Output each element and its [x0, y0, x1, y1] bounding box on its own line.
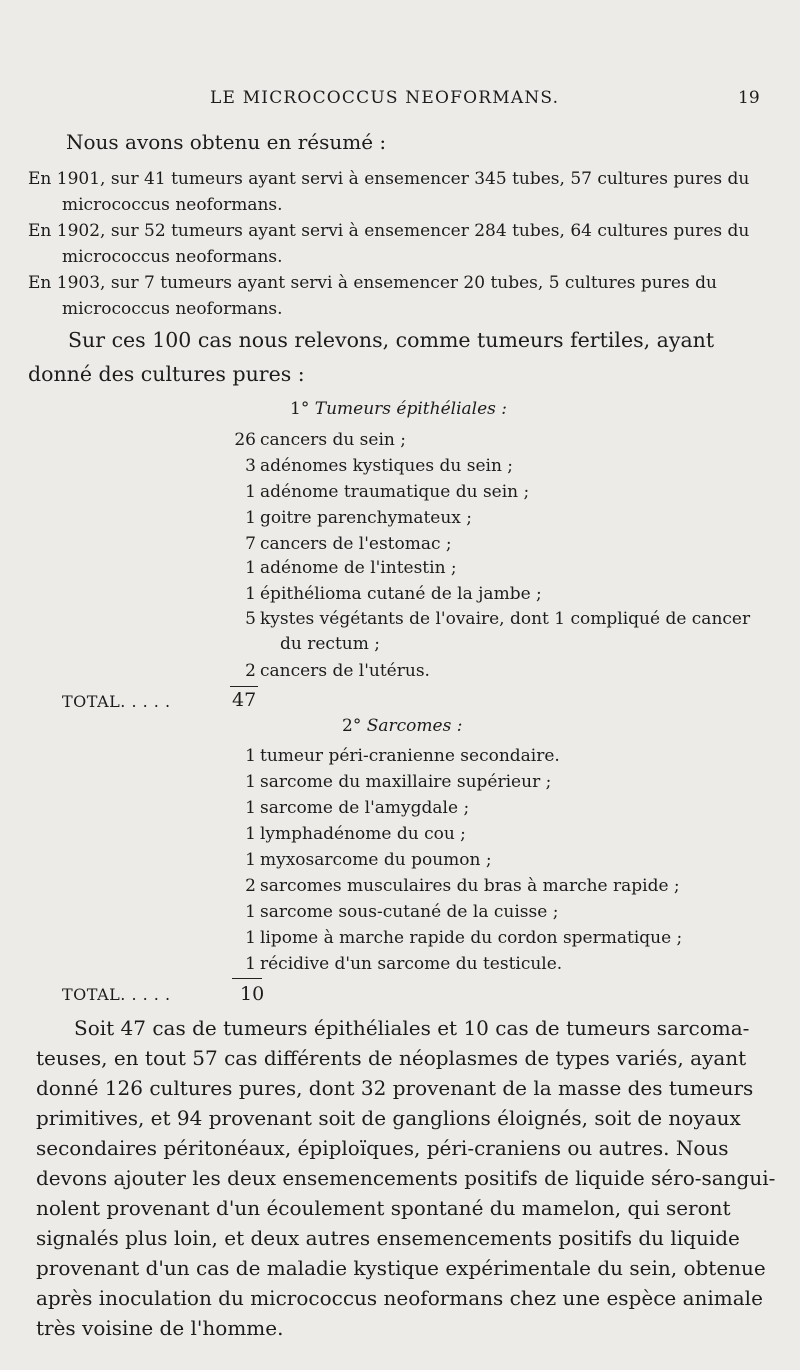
list-item: 1 adénome traumatique du sein ; — [245, 482, 530, 502]
paragraph-line: primitives, et 94 provenant soit de ganglions éloignés, soit de noyaux — [36, 1106, 741, 1130]
list-item: 1 tumeur péri-cranienne secondaire. — [245, 746, 560, 766]
result-1902-line2: micrococcus neoformans. — [62, 247, 283, 267]
list-item: 1 récidive d'un sarcome du testicule. — [245, 954, 563, 974]
paragraph-line: teuses, en tout 57 cas différents de néoplasmes de types variés, ayant — [36, 1046, 747, 1070]
result-1901-line1: En 1901, sur 41 tumeurs ayant servi à ensemencer 345 tubes, 57 cultures pures du — [28, 169, 750, 189]
total-rule — [232, 978, 262, 979]
list-item: 1 épithélioma cutané de la jambe ; — [245, 584, 542, 604]
list-item: 1 sarcome du maxillaire supérieur ; — [245, 772, 552, 792]
paragraph-line: secondaires péritonéaux, épiploïques, péri-craniens ou autres. Nous — [36, 1136, 729, 1160]
list-item: 3 adénomes kystiques du sein ; — [245, 456, 514, 476]
section-title-epithelial — [290, 399, 507, 419]
list-item: 1 lipome à marche rapide du cordon spermatique ; — [245, 928, 683, 948]
summary-paragraph-line1: Sur ces 100 cas nous relevons, comme tumeurs fertiles, ayant — [68, 328, 715, 352]
total-rule — [230, 686, 258, 687]
list-item: 7 cancers de l'estomac ; — [245, 534, 452, 554]
list-item: 1 goitre parenchymateux ; — [245, 508, 473, 528]
total-value: 47 — [232, 689, 257, 711]
paragraph-line: signalés plus loin, et deux autres ensemencements positifs du liquide — [36, 1226, 740, 1250]
result-1903-line2: micrococcus neoformans. — [62, 299, 283, 319]
running-header: LE MICROCOCCUS NEOFORMANS. — [210, 88, 560, 108]
total-label: TOTAL. . . . . — [62, 692, 171, 711]
result-1903-line1: En 1903, sur 7 tumeurs ayant servi à ensemencer 20 tubes, 5 cultures pures du — [28, 273, 717, 293]
page-number: 19 — [738, 88, 760, 108]
total-value: 10 — [240, 983, 265, 1005]
list-item: 5 kystes végétants de l'ovaire, dont 1 compliqué de cancer — [245, 609, 751, 629]
total-label: TOTAL. . . . . — [62, 985, 171, 1004]
section-label: Sarcomes : — [366, 716, 463, 736]
list-item: 1 myxosarcome du poumon ; — [245, 850, 492, 870]
list-item: 1 sarcome sous-cutané de la cuisse ; — [245, 902, 559, 922]
section-number: 2° — [342, 716, 362, 736]
paragraph-line: donné 126 cultures pures, dont 32 provenant de la masse des tumeurs — [36, 1076, 754, 1100]
paragraph-line: nolent provenant d'un écoulement spontané du mamelon, qui seront — [36, 1196, 731, 1220]
paragraph-line: très voisine de l'homme. — [36, 1316, 284, 1340]
list-item: 1 adénome de l'intestin ; — [245, 558, 457, 578]
list-item: 26 cancers du sein ; — [234, 430, 406, 450]
list-item: 1 sarcome de l'amygdale ; — [245, 798, 470, 818]
list-item: 2 sarcomes musculaires du bras à marche rapide ; — [245, 876, 680, 896]
section-label: Tumeurs épithéliales : — [314, 399, 507, 419]
section-number: 1° — [290, 399, 310, 419]
result-1902-line1: En 1902, sur 52 tumeurs ayant servi à ensemencer 284 tubes, 64 cultures pures du — [28, 221, 750, 241]
list-item: 2 cancers de l'utérus. — [245, 661, 430, 681]
result-1901-line2: micrococcus neoformans. — [62, 195, 283, 215]
summary-paragraph-line2: donné des cultures pures : — [28, 362, 305, 386]
paragraph-line: devons ajouter les deux ensemencements positifs de liquide séro-sangui- — [36, 1166, 776, 1190]
list-item-continuation: du rectum ; — [280, 634, 380, 654]
paragraph-line: après inoculation du micrococcus neoformans chez une espèce animale — [36, 1286, 763, 1310]
paragraph-line: Soit 47 cas de tumeurs épithéliales et 10 cas de tumeurs sarcoma- — [74, 1016, 750, 1040]
intro-line: Nous avons obtenu en résumé : — [66, 130, 387, 154]
paragraph-line: provenant d'un cas de maladie kystique expérimentale du sein, obtenue — [36, 1256, 766, 1280]
section-title-sarcomas — [342, 716, 462, 736]
list-item: 1 lymphadénome du cou ; — [245, 824, 466, 844]
